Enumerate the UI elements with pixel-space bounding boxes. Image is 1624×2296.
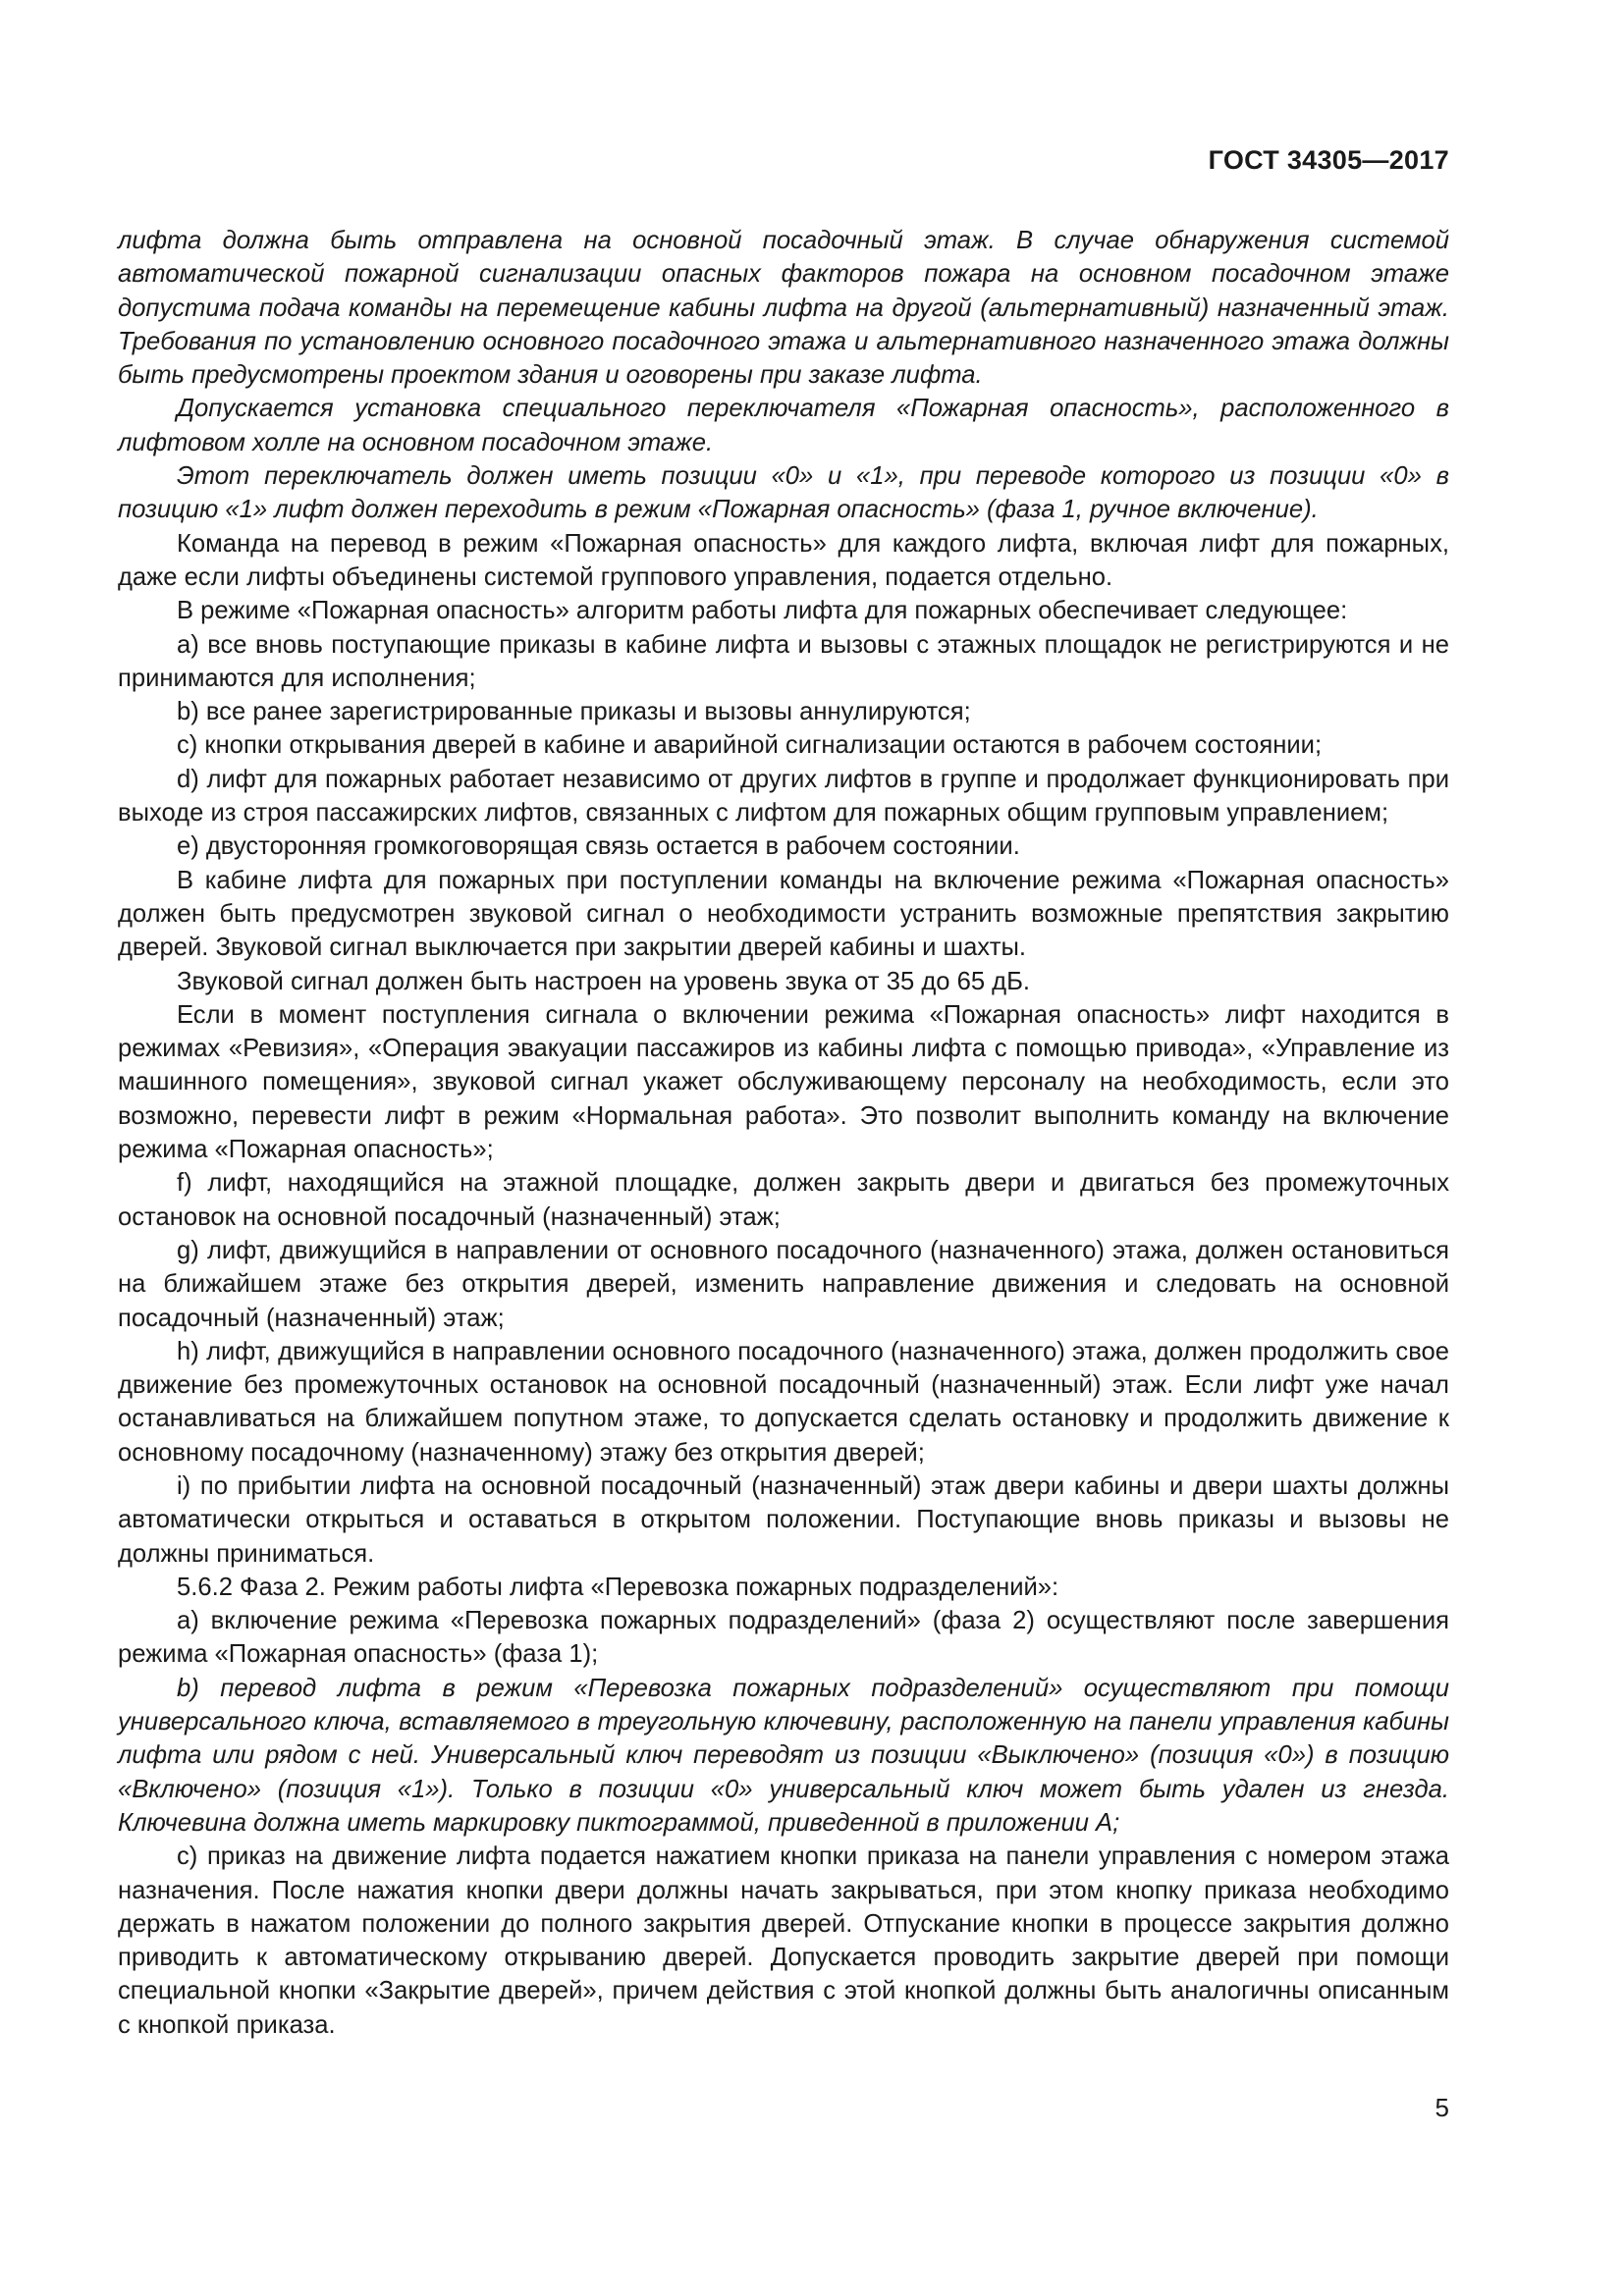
paragraph: лифта должна быть отправлена на основной посадочный этаж. В случае обнаружения системой автоматической пожарной сигнализации опасных факторов пожара на основном посадочном этаже допустима подача команды на перемещение кабины лифта на другой (альтернативный) назначенный этаж. Требования по установлению основного посадочного этажа и альтернативного назначенного этажа должны быть предусмотрены проектом здания и оговорены при заказе лифта. [118,227,1449,390]
paragraph: Звуковой сигнал должен быть настроен на уровень звука от 35 до 65 дБ. [177,967,1031,995]
paragraph: Допускается установка специального переключателя «Пожарная опасность», расположенного в лифтовом холле на основном посадочном этаже. [118,395,1449,456]
list-item: c) приказ на движение лифта подается нажатием кнопки приказа на панели управления с номером этажа назначения. После нажатия кнопки двери должны начать закрываться, при этом кнопку приказа необходимо держать в нажатом положении до полного закрытия дверей. Отпускание кнопки в процессе закрытия должно приводить к автоматическому открыванию дверей. Допускается проводить закрытие дверей при помощи специальной кнопки «Закрытие дверей», причем действия с этой кнопкой должны быть аналогичны описанным с кнопкой приказа. [118,1842,1449,2039]
paragraph: Если в момент поступления сигнала о включении режима «Пожарная опасность» лифт находится в режимах «Ревизия», «Операция эвакуации пассажиров из кабины лифта с помощью привода», «Управление из машинного помещения», звуковой сигнал укажет обслуживающему персоналу на необходимость, если это возможно, перевести лифт в режим «Нормальная работа». Это позволит выполнить команду на включение режима «Пожарная опасность»; [118,1000,1449,1164]
list-item: e) двусторонняя громкоговорящая связь остается в рабочем состоянии. [177,832,1020,861]
list-item: b) все ранее зарегистрированные приказы и вызовы аннулируются; [177,698,971,726]
list-item: a) включение режима «Перевозка пожарных подразделений» (фаза 2) осуществляют после завершения режима «Пожарная опасность» (фаза 1); [118,1607,1449,1669]
list-item: i) по прибытии лифта на основной посадочный (назначенный) этаж двери кабины и двери шахты должны автоматически открыться и оставаться в открытом положении. Поступающие вновь приказы и вызовы не должны приниматься. [118,1471,1449,1568]
paragraph: В режиме «Пожарная опасность» алгоритм работы лифта для пожарных обеспечивает следующее: [177,597,1348,625]
list-item: a) все вновь поступающие приказы в кабине лифта и вызовы с этажных площадок не регистрируются и не принимаются для исполнения; [118,630,1449,692]
paragraph: Этот переключатель должен иметь позиции «0» и «1», при переводе которого из позиции «0» в позицию «1» лифт должен переходить в режим «Пожарная опасность» (фаза 1, ручное включение). [118,462,1449,524]
document-header: ГОСТ 34305—2017 [1208,145,1449,175]
list-item: b) перевод лифта в режим «Перевозка пожарных подразделений» осуществляют при помощи универсального ключа, вставляемого в треугольную ключевину, расположенную на панели управления кабины лифта или рядом с ней. Универсальный ключ переводят из позиции «Выключено» (позиция «0») в позицию «Включено» (позиция «1»). Только в позиции «0» универсальный ключ может быть удален из гнезда. Ключевина должна иметь маркировку пиктограммой, приведенной в приложении А; [118,1674,1449,1837]
list-item: d) лифт для пожарных работает независимо от других лифтов в группе и продолжает функционировать при выходе из строя пассажирских лифтов, связанных с лифтом для пожарных общим групповым управлением; [118,765,1449,828]
paragraph: Команда на перевод в режим «Пожарная опасность» для каждого лифта, включая лифт для пожарных, даже если лифты объединены системой группового управления, подается отдельно. [118,529,1449,591]
list-item: g) лифт, движущийся в направлении от основного посадочного (назначенного) этажа, должен остановиться на ближайшем этаже без открытия дверей, изменить направление движения и следовать на основной посадочный (назначенный) этаж; [118,1236,1449,1332]
paragraph: В кабине лифта для пожарных при поступлении команды на включение режима «Пожарная опасность» должен быть предусмотрен звуковой сигнал о необходимости устранить возможные препятствия закрытию дверей. Звуковой сигнал выключается при закрытии дверей кабины и шахты. [118,866,1449,962]
page-number: 5 [1435,2093,1449,2122]
list-item: h) лифт, движущийся в направлении основного посадочного (назначенного) этажа, должен продолжить свое движение без промежуточных остановок на основной посадочный (назначенный) этаж. Если лифт уже начал останавливаться на ближайшем попутном этаже, то допускается сделать остановку и продолжить движение к основному посадочному (назначенному) этажу без открытия дверей; [118,1337,1449,1467]
section-heading: 5.6.2 Фаза 2. Режим работы лифта «Перевозка пожарных подразделений»: [177,1573,1059,1601]
document-body [118,224,1449,2042]
list-item: c) кнопки открывания дверей в кабине и аварийной сигнализации остаются в рабочем состоянии; [177,731,1323,760]
list-item: f) лифт, находящийся на этажной площадке, должен закрыть двери и двигаться без промежуточных остановок на основной посадочный (назначенный) этаж; [118,1169,1449,1231]
